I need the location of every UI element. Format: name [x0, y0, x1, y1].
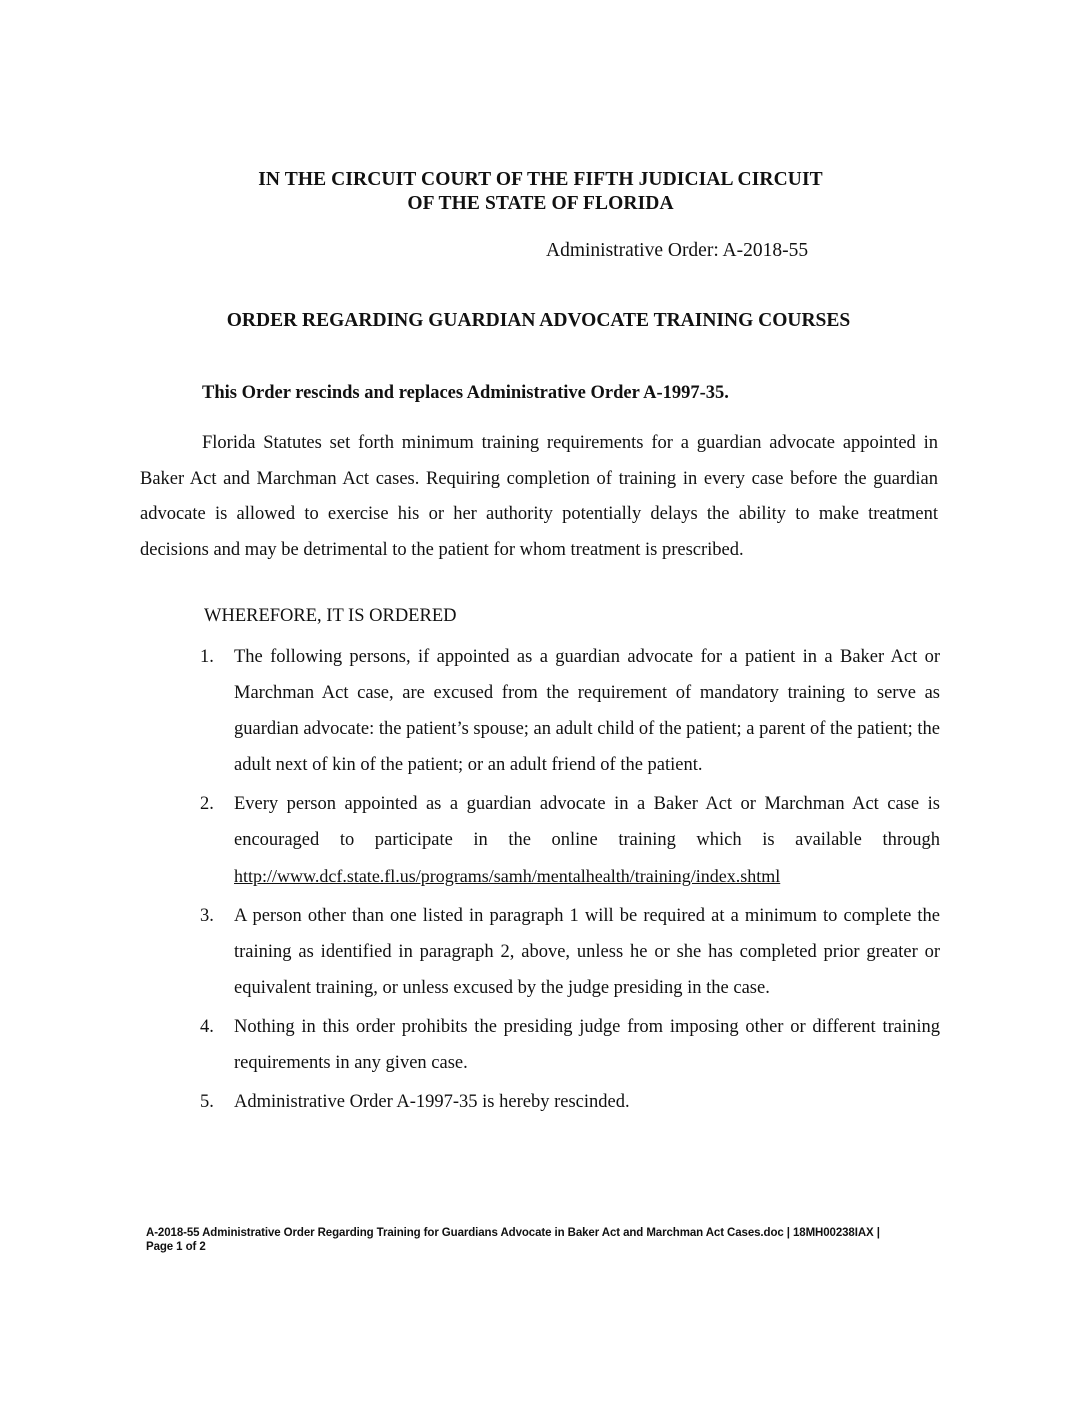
rescind-statement: This Order rescinds and replaces Administrative Order A-1997-35.	[202, 383, 729, 403]
order-item-1	[200, 639, 940, 783]
order-item-2	[200, 786, 940, 895]
item-number: 2.	[200, 794, 214, 814]
intro-paragraph: Florida Statutes set forth minimum training requirements for a guardian advocate appointed in Baker Act and Marchman Act cases. Requiring completion of training in every case before the guardian advocate is allowed to exercise his or her authority potentially delays the ability to make treatment decisions and may be detrimental to the patient for whom treatment is prescribed.	[140, 433, 938, 560]
item-number: 3.	[200, 906, 214, 926]
order-item-4	[200, 1009, 940, 1081]
court-caption	[0, 168, 1073, 216]
item-number: 1.	[200, 647, 214, 667]
wherefore-clause: WHEREFORE, IT IS ORDERED	[204, 606, 457, 626]
item-text: A person other than one listed in paragraph 1 will be required at a minimum to complete the training as identified in paragraph 2, above, unless he or she has completed prior greater or equivalent training, or unless excused by the judge presiding in the case.	[234, 906, 940, 998]
footer-page-number: Page 1 of 2	[146, 1241, 206, 1253]
training-url-link[interactable]: http://www.dcf.state.fl.us/programs/samh/mentalhealth/training/index.shtml	[234, 866, 781, 886]
item-text: Every person appointed as a guardian advocate in a Baker Act or Marchman Act case is encouraged to participate in the online training which is available through	[234, 794, 940, 850]
footer-file-line: A-2018-55 Administrative Order Regarding Training for Guardians Advocate in Baker Act and Marchman Act Cases.doc | 18MH00238IAX |	[146, 1227, 880, 1239]
document-footer	[146, 1226, 936, 1254]
order-item-3	[200, 898, 940, 1006]
item-number: 5.	[200, 1092, 214, 1112]
item-text: Nothing in this order prohibits the presiding judge from imposing other or different training requirements in any given case.	[234, 1017, 940, 1073]
ordered-items-list	[200, 639, 940, 1123]
item-number: 4.	[200, 1017, 214, 1037]
order-item-5	[200, 1084, 940, 1120]
order-title: ORDER REGARDING GUARDIAN ADVOCATE TRAINING COURSES	[226, 310, 851, 331]
item-text: The following persons, if appointed as a guardian advocate for a patient in a Baker Act or Marchman Act case, are excused from the requirement of mandatory training to serve as guardian advocate: the patient’s spouse; an adult child of the patient; a parent of the patient; the adult next of kin of the patient; or an adult friend of the patient.	[234, 647, 940, 775]
court-caption-line-1: IN THE CIRCUIT COURT OF THE FIFTH JUDICIAL CIRCUIT	[258, 169, 823, 190]
court-caption-line-2: OF THE STATE OF FLORIDA	[407, 193, 674, 214]
administrative-order-number: Administrative Order: A-2018-55	[546, 240, 809, 261]
item-text: Administrative Order A-1997-35 is hereby rescinded.	[234, 1092, 630, 1112]
